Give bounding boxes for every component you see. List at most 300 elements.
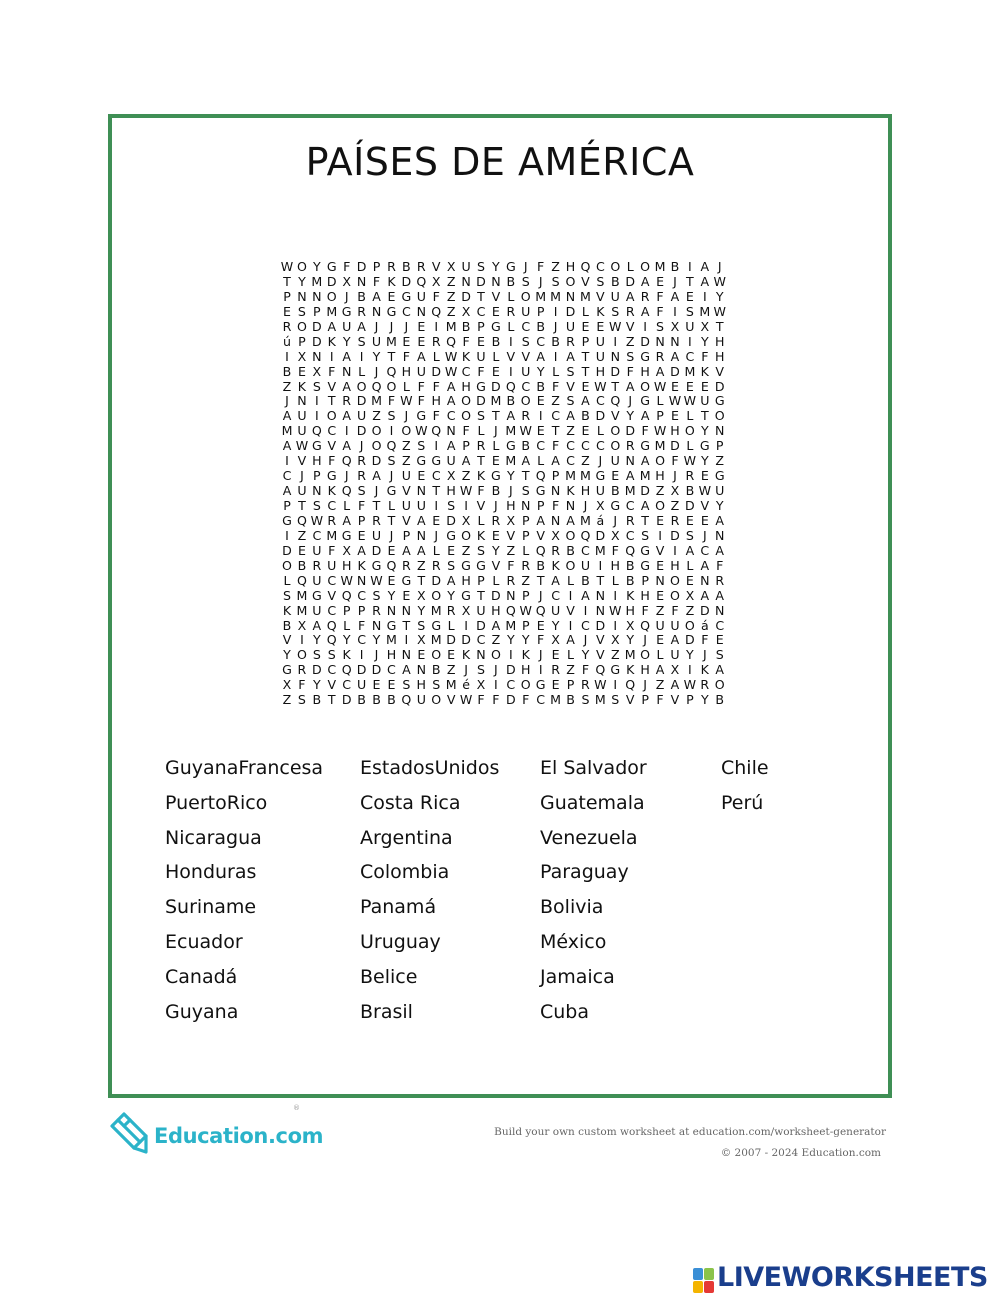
grid-letter[interactable]: X (416, 587, 426, 603)
grid-letter[interactable]: Z (372, 408, 381, 424)
grid-letter[interactable]: A (625, 378, 635, 394)
grid-letter[interactable]: R (566, 333, 575, 349)
grid-letter[interactable]: C (715, 617, 725, 633)
grid-letter[interactable]: O (714, 408, 725, 424)
grid-letter[interactable]: U (312, 542, 322, 558)
grid-letter[interactable]: G (401, 572, 412, 588)
grid-letter[interactable]: C (551, 587, 560, 603)
grid-letter[interactable]: S (372, 587, 381, 603)
grid-letter[interactable]: A (312, 617, 322, 633)
grid-letter[interactable]: Q (326, 617, 337, 633)
grid-letter[interactable]: B (491, 483, 501, 499)
grid-letter[interactable]: X (625, 617, 635, 633)
grid-letter[interactable]: J (523, 259, 528, 274)
grid-letter[interactable]: U (715, 483, 725, 499)
grid-letter[interactable]: N (312, 483, 322, 499)
grid-letter[interactable]: B (670, 259, 680, 274)
grid-letter[interactable]: K (461, 348, 471, 364)
grid-letter[interactable]: U (670, 647, 680, 663)
grid-letter[interactable]: Z (566, 662, 575, 678)
grid-letter[interactable]: X (685, 587, 695, 603)
grid-letter[interactable]: A (670, 348, 680, 364)
grid-letter[interactable]: K (551, 557, 560, 573)
grid-letter[interactable]: O (461, 527, 472, 543)
grid-letter[interactable]: N (550, 483, 561, 499)
grid-letter[interactable]: F (328, 363, 336, 379)
grid-letter[interactable]: N (312, 348, 322, 364)
grid-letter[interactable]: ú (283, 333, 291, 349)
grid-letter[interactable]: M (565, 468, 576, 484)
grid-letter[interactable]: P (536, 303, 545, 319)
grid-letter[interactable]: C (700, 542, 710, 558)
grid-letter[interactable]: X (551, 632, 560, 648)
grid-letter[interactable]: K (596, 303, 605, 319)
grid-letter[interactable]: U (416, 692, 426, 708)
grid-letter[interactable]: O (490, 647, 501, 663)
grid-letter[interactable]: B (566, 542, 575, 558)
grid-letter[interactable]: Z (461, 468, 471, 484)
grid-letter[interactable]: é (462, 677, 470, 693)
grid-letter[interactable]: L (447, 617, 455, 633)
grid-letter[interactable]: N (715, 423, 725, 439)
grid-letter[interactable]: S (297, 303, 306, 319)
grid-letter[interactable]: G (699, 438, 710, 454)
grid-letter[interactable]: P (521, 587, 530, 603)
grid-letter[interactable]: C (581, 617, 590, 633)
grid-letter[interactable]: R (640, 288, 650, 304)
grid-letter[interactable]: T (477, 453, 485, 469)
grid-letter[interactable]: G (416, 453, 427, 469)
grid-letter[interactable]: C (595, 259, 605, 274)
grid-letter[interactable]: V (536, 527, 545, 543)
grid-letter[interactable]: O (371, 423, 382, 439)
grid-letter[interactable]: G (610, 662, 621, 678)
grid-letter[interactable]: F (477, 692, 485, 708)
grid-letter[interactable]: S (551, 273, 560, 289)
grid-letter[interactable]: U (416, 498, 426, 513)
grid-letter[interactable]: P (521, 527, 530, 543)
grid-letter[interactable]: F (432, 378, 440, 394)
grid-letter[interactable]: G (505, 259, 516, 274)
grid-letter[interactable]: T (327, 692, 336, 708)
grid-letter[interactable]: D (595, 527, 606, 543)
grid-letter[interactable]: I (568, 617, 573, 633)
grid-letter[interactable]: S (357, 483, 366, 499)
grid-letter[interactable]: W (370, 572, 383, 588)
grid-letter[interactable]: F (343, 259, 351, 274)
grid-letter[interactable]: C (506, 677, 516, 693)
grid-letter[interactable]: V (506, 527, 516, 543)
grid-letter[interactable]: R (431, 557, 441, 573)
grid-letter[interactable]: L (492, 572, 500, 588)
grid-letter[interactable]: B (625, 557, 635, 573)
grid-letter[interactable]: E (417, 647, 426, 663)
grid-letter[interactable]: G (535, 483, 546, 499)
grid-letter[interactable]: B (536, 557, 545, 573)
grid-letter[interactable]: A (685, 542, 695, 558)
grid-letter[interactable]: Z (715, 453, 725, 469)
grid-letter[interactable]: M (654, 438, 666, 454)
grid-letter[interactable]: U (550, 602, 561, 618)
grid-letter[interactable]: C (566, 438, 575, 454)
grid-letter[interactable]: A (625, 468, 635, 484)
grid-letter[interactable]: P (521, 617, 530, 633)
grid-letter[interactable]: I (434, 318, 439, 334)
grid-letter[interactable]: C (476, 303, 486, 319)
grid-letter[interactable]: I (613, 617, 618, 633)
grid-letter[interactable]: E (417, 333, 426, 349)
grid-letter[interactable]: R (491, 512, 501, 528)
grid-letter[interactable]: S (297, 692, 306, 708)
grid-letter[interactable]: K (282, 602, 292, 618)
grid-letter[interactable]: K (461, 647, 471, 663)
grid-letter[interactable]: D (341, 692, 352, 708)
grid-letter[interactable]: A (342, 438, 351, 454)
grid-letter[interactable]: D (311, 662, 322, 678)
grid-letter[interactable]: C (685, 348, 695, 364)
grid-letter[interactable]: Q (505, 602, 516, 618)
grid-letter[interactable]: G (535, 677, 546, 693)
grid-letter[interactable]: G (311, 438, 322, 454)
grid-letter[interactable]: V (431, 259, 441, 274)
grid-letter[interactable]: A (700, 557, 710, 573)
grid-letter[interactable]: D (640, 333, 650, 349)
grid-letter[interactable]: U (476, 348, 486, 364)
grid-letter[interactable]: K (297, 378, 307, 394)
grid-letter[interactable]: U (610, 288, 620, 304)
grid-letter[interactable]: B (506, 273, 516, 289)
grid-letter[interactable]: U (580, 557, 591, 573)
grid-letter[interactable]: R (327, 512, 337, 528)
grid-letter[interactable]: H (416, 677, 427, 693)
grid-letter[interactable]: I (583, 602, 588, 618)
grid-letter[interactable]: C (446, 408, 456, 424)
grid-letter[interactable]: T (715, 318, 724, 334)
grid-letter[interactable]: E (297, 363, 306, 379)
grid-letter[interactable]: P (477, 572, 485, 588)
grid-letter[interactable]: M (505, 423, 517, 439)
grid-letter[interactable]: R (312, 557, 322, 573)
grid-letter[interactable]: R (297, 662, 307, 678)
grid-letter[interactable]: R (506, 572, 516, 588)
grid-letter[interactable]: E (417, 468, 426, 484)
grid-letter[interactable]: I (688, 662, 692, 678)
grid-letter[interactable]: B (536, 378, 545, 394)
grid-letter[interactable]: E (700, 512, 709, 528)
grid-letter[interactable]: S (402, 677, 411, 693)
grid-letter[interactable]: V (715, 363, 725, 379)
grid-letter[interactable]: U (521, 363, 531, 379)
grid-letter[interactable]: O (431, 692, 442, 708)
grid-letter[interactable]: V (297, 453, 307, 469)
grid-letter[interactable]: G (416, 408, 427, 424)
grid-letter[interactable]: H (401, 363, 412, 379)
grid-letter[interactable]: J (359, 438, 364, 454)
grid-letter[interactable]: I (508, 647, 513, 663)
grid-letter[interactable]: C (461, 363, 471, 379)
grid-letter[interactable]: N (461, 273, 471, 289)
grid-letter[interactable]: G (714, 393, 725, 409)
grid-letter[interactable]: B (357, 692, 366, 708)
grid-letter[interactable]: Y (312, 259, 321, 274)
grid-letter[interactable]: E (536, 423, 545, 439)
grid-letter[interactable]: S (611, 303, 620, 319)
grid-letter[interactable]: S (432, 677, 441, 693)
grid-letter[interactable]: R (521, 557, 531, 573)
grid-letter[interactable]: W (683, 677, 697, 693)
grid-letter[interactable]: O (296, 259, 307, 274)
grid-letter[interactable]: S (656, 318, 665, 334)
grid-letter[interactable]: A (700, 273, 710, 289)
grid-letter[interactable]: I (404, 632, 409, 648)
grid-letter[interactable]: I (508, 333, 513, 349)
grid-letter[interactable]: F (492, 692, 500, 708)
grid-letter[interactable]: J (583, 498, 588, 513)
grid-letter[interactable]: A (715, 662, 725, 678)
grid-letter[interactable]: S (312, 378, 321, 394)
grid-letter[interactable]: L (656, 393, 664, 409)
grid-letter[interactable]: I (688, 333, 692, 349)
grid-letter[interactable]: J (404, 408, 409, 424)
grid-letter[interactable]: A (416, 512, 426, 528)
grid-letter[interactable]: O (371, 438, 382, 454)
grid-letter[interactable]: Q (431, 423, 442, 439)
grid-letter[interactable]: F (417, 393, 425, 409)
grid-letter[interactable]: F (477, 363, 485, 379)
grid-letter[interactable]: M (699, 303, 711, 319)
grid-letter[interactable]: Z (416, 557, 426, 573)
grid-letter[interactable]: G (476, 378, 486, 394)
grid-letter[interactable]: V (476, 498, 486, 513)
grid-letter[interactable]: F (537, 259, 545, 274)
grid-letter[interactable]: I (538, 662, 543, 678)
grid-letter[interactable]: D (356, 423, 367, 439)
grid-letter[interactable]: L (507, 318, 515, 334)
grid-letter[interactable]: U (312, 602, 322, 618)
grid-letter[interactable]: D (505, 662, 516, 678)
grid-letter[interactable]: Q (311, 423, 322, 439)
grid-letter[interactable]: C (521, 318, 531, 334)
grid-letter[interactable]: E (387, 542, 396, 558)
grid-letter[interactable]: P (283, 288, 291, 304)
grid-letter[interactable]: N (625, 453, 635, 469)
grid-letter[interactable]: V (670, 692, 680, 708)
grid-letter[interactable]: H (341, 557, 352, 573)
grid-letter[interactable]: D (476, 273, 486, 289)
grid-letter[interactable]: S (476, 542, 485, 558)
grid-letter[interactable]: W (415, 423, 428, 439)
grid-letter[interactable]: X (610, 632, 620, 648)
grid-letter[interactable]: N (655, 333, 665, 349)
grid-letter[interactable]: X (282, 677, 292, 693)
grid-letter[interactable]: I (538, 408, 543, 424)
grid-letter[interactable]: S (641, 527, 650, 543)
grid-letter[interactable]: A (491, 617, 501, 633)
grid-letter[interactable]: Q (371, 378, 382, 394)
grid-letter[interactable]: D (371, 662, 382, 678)
grid-letter[interactable]: Q (580, 527, 591, 543)
grid-letter[interactable]: E (581, 423, 590, 439)
grid-letter[interactable]: L (477, 512, 485, 528)
grid-letter[interactable]: A (670, 677, 680, 693)
grid-letter[interactable]: W (594, 378, 607, 394)
grid-letter[interactable]: A (640, 453, 650, 469)
grid-letter[interactable]: Q (341, 587, 352, 603)
grid-letter[interactable]: Q (386, 557, 397, 573)
grid-letter[interactable]: K (327, 333, 336, 349)
grid-letter[interactable]: I (658, 527, 662, 543)
grid-letter[interactable]: P (357, 512, 366, 528)
grid-letter[interactable]: U (297, 423, 307, 439)
grid-letter[interactable]: V (327, 677, 337, 693)
grid-letter[interactable]: R (506, 303, 516, 319)
grid-letter[interactable]: L (492, 438, 500, 454)
grid-letter[interactable]: I (359, 647, 364, 663)
grid-letter[interactable]: A (551, 453, 560, 469)
grid-letter[interactable]: D (371, 542, 382, 558)
grid-letter[interactable]: A (342, 408, 351, 424)
grid-letter[interactable]: B (610, 483, 620, 499)
grid-letter[interactable]: M (624, 647, 636, 663)
grid-letter[interactable]: E (536, 393, 545, 409)
grid-letter[interactable]: U (476, 602, 486, 618)
grid-letter[interactable]: B (715, 692, 725, 708)
grid-letter[interactable]: Q (386, 363, 397, 379)
grid-letter[interactable]: I (673, 542, 677, 558)
grid-letter[interactable]: G (640, 393, 650, 409)
grid-letter[interactable]: H (386, 647, 397, 663)
grid-letter[interactable]: E (402, 587, 411, 603)
grid-letter[interactable]: D (461, 288, 471, 304)
grid-letter[interactable]: N (670, 333, 680, 349)
grid-letter[interactable]: F (328, 453, 336, 469)
grid-letter[interactable]: V (581, 273, 590, 289)
grid-letter[interactable]: V (610, 408, 620, 424)
grid-letter[interactable]: T (521, 468, 530, 484)
grid-letter[interactable]: T (686, 273, 694, 289)
grid-letter[interactable]: V (327, 438, 337, 454)
grid-letter[interactable]: P (521, 512, 530, 528)
grid-letter[interactable]: W (340, 572, 353, 588)
grid-letter[interactable]: F (432, 288, 440, 304)
grid-letter[interactable]: X (461, 512, 471, 528)
grid-letter[interactable]: C (327, 602, 337, 618)
grid-letter[interactable]: M (580, 288, 591, 304)
grid-letter[interactable]: D (625, 423, 636, 439)
grid-letter[interactable]: D (476, 617, 486, 633)
grid-letter[interactable]: S (327, 647, 336, 663)
grid-letter[interactable]: E (656, 273, 665, 289)
grid-letter[interactable]: D (595, 408, 606, 424)
grid-letter[interactable]: A (327, 318, 337, 334)
grid-letter[interactable]: Y (372, 632, 381, 648)
grid-letter[interactable]: Z (446, 273, 456, 289)
grid-letter[interactable]: N (371, 303, 382, 319)
grid-letter[interactable]: W (444, 363, 458, 379)
grid-letter[interactable]: M (594, 542, 606, 558)
grid-letter[interactable]: N (491, 273, 501, 289)
grid-letter[interactable]: R (372, 602, 381, 618)
grid-letter[interactable]: D (491, 587, 501, 603)
grid-letter[interactable]: X (416, 632, 426, 648)
grid-letter[interactable]: E (447, 542, 456, 558)
grid-letter[interactable]: Y (551, 617, 560, 633)
grid-letter[interactable]: Z (461, 542, 471, 558)
grid-letter[interactable]: C (581, 438, 590, 454)
grid-letter[interactable]: X (610, 527, 620, 543)
grid-letter[interactable]: M (580, 468, 591, 484)
grid-letter[interactable]: Q (580, 259, 591, 274)
grid-letter[interactable]: V (402, 483, 411, 499)
grid-letter[interactable]: Z (685, 602, 695, 618)
grid-letter[interactable]: I (329, 348, 334, 364)
grid-letter[interactable]: H (431, 393, 441, 409)
grid-letter[interactable]: T (387, 512, 396, 528)
grid-letter[interactable]: Y (312, 677, 321, 693)
grid-letter[interactable]: C (401, 303, 411, 319)
grid-letter[interactable]: A (715, 512, 725, 528)
grid-letter[interactable]: R (476, 438, 486, 454)
grid-letter[interactable]: N (521, 498, 531, 513)
grid-letter[interactable]: V (625, 692, 635, 708)
grid-letter[interactable]: E (357, 527, 366, 543)
grid-letter[interactable]: J (508, 483, 513, 499)
grid-letter[interactable]: S (521, 273, 530, 289)
grid-letter[interactable]: A (536, 348, 545, 364)
grid-letter[interactable]: R (700, 677, 710, 693)
grid-letter[interactable]: J (538, 647, 543, 663)
grid-letter[interactable]: X (446, 259, 456, 274)
grid-letter[interactable]: R (655, 348, 665, 364)
grid-letter[interactable]: I (434, 498, 439, 513)
grid-letter[interactable]: C (357, 587, 366, 603)
grid-letter[interactable]: L (537, 453, 545, 469)
grid-letter[interactable]: O (520, 393, 531, 409)
grid-letter[interactable]: C (327, 572, 337, 588)
grid-letter[interactable]: N (595, 587, 606, 603)
grid-letter[interactable]: P (372, 259, 381, 274)
grid-letter[interactable]: N (565, 498, 576, 513)
grid-letter[interactable]: E (491, 527, 500, 543)
grid-letter[interactable]: X (312, 363, 322, 379)
grid-letter[interactable]: C (431, 468, 441, 484)
grid-letter[interactable]: S (476, 408, 485, 424)
grid-letter[interactable]: Q (640, 617, 651, 633)
grid-letter[interactable]: F (357, 498, 366, 513)
grid-letter[interactable]: D (446, 512, 456, 528)
grid-letter[interactable]: D (431, 363, 442, 379)
grid-letter[interactable]: L (432, 348, 440, 364)
grid-letter[interactable]: A (357, 318, 366, 334)
grid-letter[interactable]: H (580, 483, 591, 499)
grid-letter[interactable]: R (551, 542, 560, 558)
grid-letter[interactable]: S (476, 259, 485, 274)
grid-letter[interactable]: N (416, 303, 426, 319)
grid-letter[interactable]: D (640, 483, 650, 499)
grid-letter[interactable]: E (551, 647, 560, 663)
grid-letter[interactable]: G (446, 527, 457, 543)
grid-letter[interactable]: X (431, 273, 441, 289)
grid-letter[interactable]: B (282, 617, 292, 633)
grid-letter[interactable]: Y (342, 632, 351, 648)
grid-letter[interactable]: N (476, 647, 486, 663)
grid-letter[interactable]: W (400, 393, 413, 409)
grid-letter[interactable]: O (655, 498, 665, 513)
grid-letter[interactable]: N (446, 423, 456, 439)
grid-letter[interactable]: M (386, 632, 397, 648)
grid-letter[interactable]: I (314, 393, 319, 409)
grid-letter[interactable]: V (327, 378, 337, 394)
